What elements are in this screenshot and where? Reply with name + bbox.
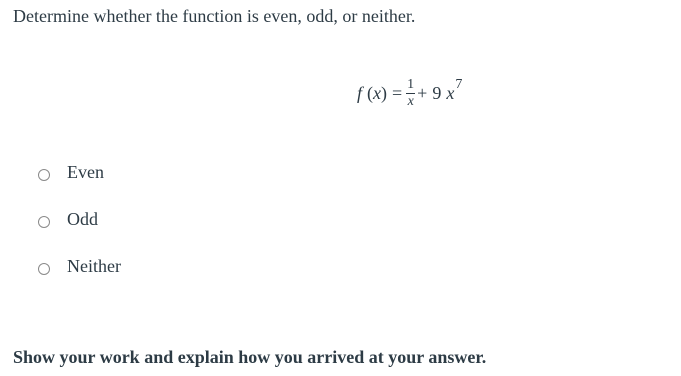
radio-neither[interactable] (38, 263, 50, 275)
radio-even[interactable] (38, 169, 50, 181)
option-even[interactable] (36, 160, 121, 184)
question-prompt: Determine whether the function is even, odd, or neither. (13, 6, 416, 26)
open-paren: ( (367, 82, 374, 103)
plus-sign: + (417, 82, 428, 103)
function-name: f (357, 82, 363, 103)
function-equation (357, 76, 462, 110)
option-odd[interactable] (36, 207, 121, 231)
exponent: 7 (455, 77, 463, 92)
answer-options (36, 160, 121, 301)
fraction-denominator: x (407, 93, 414, 109)
option-even-label[interactable]: Even (67, 161, 104, 182)
close-paren: ) (381, 82, 388, 103)
equals-sign: = (392, 82, 403, 103)
option-neither-label[interactable]: Neither (67, 255, 121, 276)
option-odd-label[interactable]: Odd (67, 208, 98, 229)
power-base: x (446, 82, 455, 103)
radio-odd[interactable] (38, 216, 50, 228)
fraction (406, 78, 415, 109)
fraction-numerator: 1 (407, 76, 415, 92)
option-neither[interactable] (36, 254, 121, 278)
coefficient: 9 (432, 82, 442, 103)
work-instruction: Show your work and explain how you arrived at your answer. (13, 347, 487, 367)
function-variable: x (373, 82, 382, 103)
